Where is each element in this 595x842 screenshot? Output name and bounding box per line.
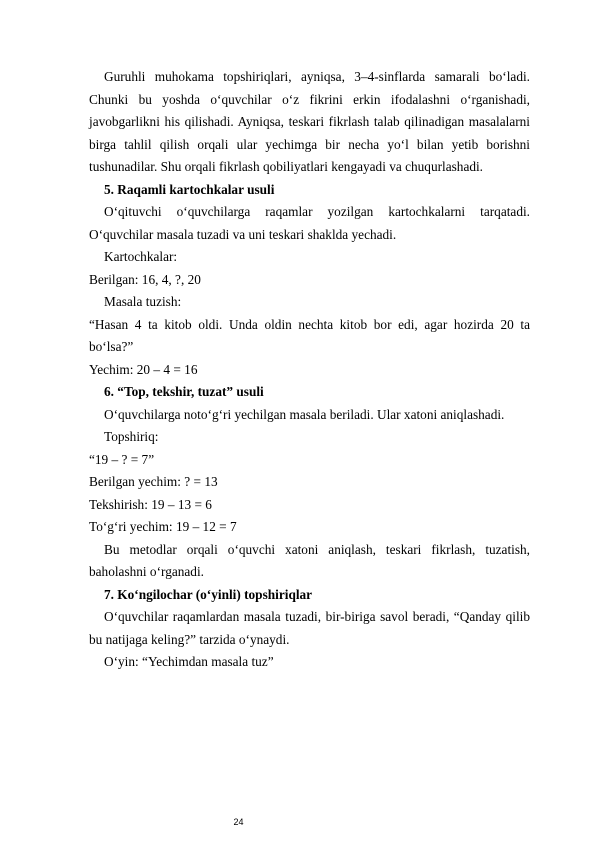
paragraph-group-discussion: Guruhli muhokama topshiriqlari, ayniqsa, 3–4-sinflarda samarali bo‘ladi. Chunki bu yoshda o‘quvchilar o‘z fikrini erkin ifodalashni o‘rganishadi, javobgarlikni his qilishadi. Ayniqsa, teskari fikrlash talab qilinadigan masalalarni birga tahlil qilish orqali ular yechimga bir necha yo‘l bilan yetib borishni tushunadilar. Shu orqali fikrlash qobiliyatlari kengayadi va chuqurlashadi.	[89, 69, 530, 174]
paragraph-equation: “19 – ? = 7”	[89, 451, 155, 467]
paragraph-teacher-cards: O‘qituvchi o‘quvchilarga raqamlar yozilgan kartochkalarni tarqatadi. O‘quvchilar masala tuzadi va uni teskari shaklda yechadi.	[89, 204, 530, 242]
page-number-text: 24	[233, 817, 244, 827]
paragraph-given-solution: Berilgan yechim: ? = 13	[89, 474, 218, 489]
paragraph-compose-task: Masala tuzish:	[104, 294, 182, 309]
heading-find-check-fix: 6. “Top, tekshir, tuzat” usuli	[104, 384, 264, 399]
paragraph-methods-summary: Bu metodlar orqali o‘quvchi xatoni aniqlash, teskari fikrlash, tuzatish, baholashni o‘rganadi.	[89, 541, 530, 579]
heading-game-tasks: 7. Ko‘ngilochar (o‘yinli) topshiriqlar	[104, 586, 313, 602]
paragraph-correct-solution: To‘g‘ri yechim: 19 – 12 = 7	[89, 519, 237, 534]
paragraph-check: Tekshirish: 19 – 13 = 6	[89, 496, 212, 512]
paragraph-hasan-task: “Hasan 4 ta kitob oldi. Unda oldin nechta kitob bor edi, agar hozirda 20 ta bo‘lsa?”	[89, 316, 530, 354]
paragraph-given: Berilgan: 16, 4, ?, 20	[89, 271, 201, 287]
paragraph-wrong-task: O‘quvchilarga noto‘g‘ri yechilgan masala beriladi. Ular xatoni aniqlashadi.	[104, 406, 505, 422]
page-number	[0, 817, 595, 827]
paragraph-assignment-label: Topshiriq:	[104, 429, 159, 444]
heading-numeric-cards-method: 5. Raqamli kartochkalar usuli	[104, 181, 275, 197]
paragraph-game-description: O‘quvchilar raqamlardan masala tuzadi, bir-biriga savol beradi, “Qanday qilib bu natijaga keling?” tarzida o‘ynaydi.	[89, 609, 530, 647]
paragraph-solution: Yechim: 20 – 4 = 16	[89, 361, 198, 377]
paragraph-game-name: O‘yin: “Yechimdan masala tuz”	[104, 654, 274, 669]
document-page	[89, 66, 530, 674]
paragraph-cards-label: Kartochkalar:	[104, 249, 178, 264]
